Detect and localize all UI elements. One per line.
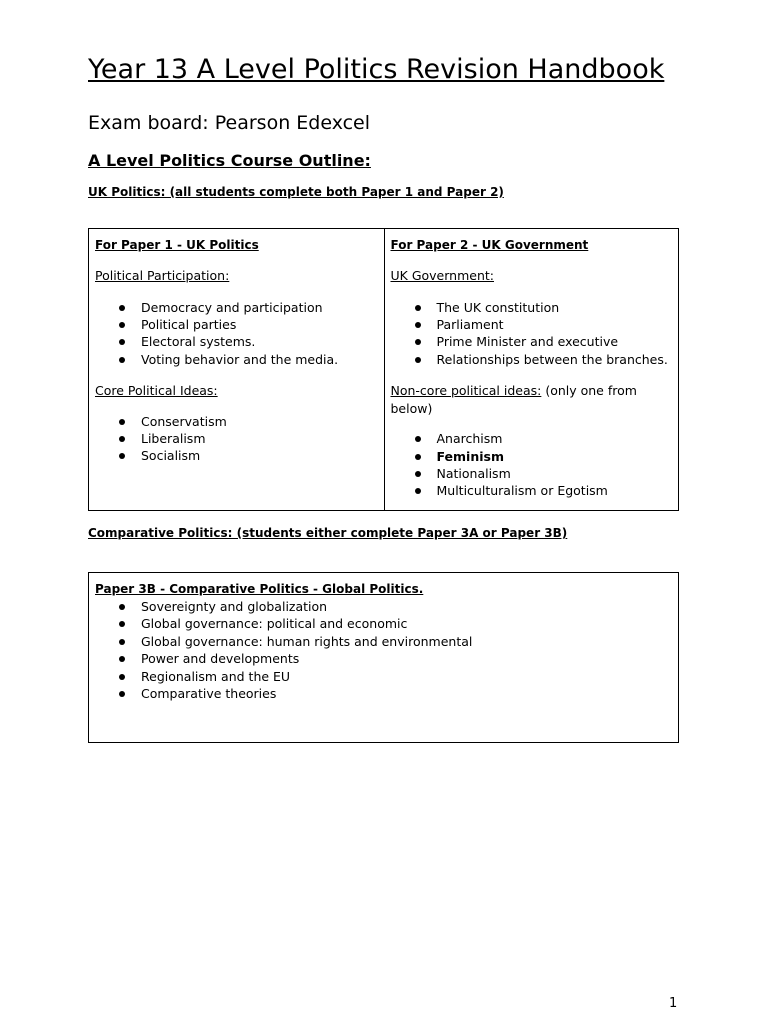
- document-title: Year 13 A Level Politics Revision Handbook: [88, 54, 665, 85]
- paper1-heading: For Paper 1 - UK Politics: [95, 238, 259, 252]
- list-item: Regionalism and the EU: [95, 668, 672, 685]
- list-item: Feminism: [391, 448, 673, 465]
- participation-label: Political Participation:: [95, 268, 230, 283]
- list-item: Multiculturalism or Egotism: [391, 482, 673, 499]
- list-item: Electoral systems.: [95, 333, 378, 350]
- list-item: Sovereignty and globalization: [95, 598, 672, 615]
- list-item: Prime Minister and executive: [391, 333, 673, 350]
- core-ideas-label: Core Political Ideas:: [95, 383, 218, 399]
- paper3b-heading: Paper 3B - Comparative Politics - Global Politics.: [95, 582, 424, 596]
- paper2-column: [384, 229, 679, 510]
- list-item: Nationalism: [391, 465, 673, 482]
- list-item: Comparative theories: [95, 685, 672, 702]
- core-ideas-list: [95, 413, 378, 465]
- list-item: The UK constitution: [391, 299, 673, 316]
- participation-list: [95, 299, 378, 369]
- page-number: 1: [669, 996, 678, 1011]
- list-item: Socialism: [95, 447, 378, 464]
- paper3b-table: [88, 572, 679, 743]
- government-list: [391, 299, 673, 369]
- course-outline-heading: A Level Politics Course Outline:: [88, 151, 371, 170]
- list-item: Political parties: [95, 316, 378, 333]
- list-item: Anarchism: [391, 430, 673, 447]
- noncore-label-suffix: (only one from below): [390, 383, 637, 416]
- comparative-politics-note: Comparative Politics: (students either complete Paper 3A or Paper 3B): [88, 526, 568, 540]
- list-item: Power and developments: [95, 650, 672, 667]
- list-item: Voting behavior and the media.: [95, 351, 378, 368]
- list-item: Democracy and participation: [95, 299, 378, 316]
- list-item: Global governance: human rights and environmental: [95, 633, 672, 650]
- exam-board-subtitle: Exam board: Pearson Edexcel: [88, 112, 371, 134]
- uk-papers-table: [88, 228, 679, 511]
- paper1-column: [89, 229, 384, 510]
- paper3b-list: [95, 598, 672, 702]
- list-item: Conservatism: [95, 413, 378, 430]
- paper2-heading: For Paper 2 - UK Government: [390, 238, 589, 252]
- list-item: Relationships between the branches.: [391, 351, 673, 368]
- noncore-ideas-list: [391, 430, 673, 500]
- list-item: Parliament: [391, 316, 673, 333]
- list-item: Global governance: political and economic: [95, 615, 672, 632]
- government-label: UK Government:: [390, 268, 494, 283]
- list-item: Liberalism: [95, 430, 378, 447]
- noncore-label-text: Non-core political ideas:: [390, 383, 542, 399]
- uk-politics-note: UK Politics: (all students complete both Paper 1 and Paper 2): [88, 185, 504, 199]
- noncore-ideas-label: [391, 382, 673, 417]
